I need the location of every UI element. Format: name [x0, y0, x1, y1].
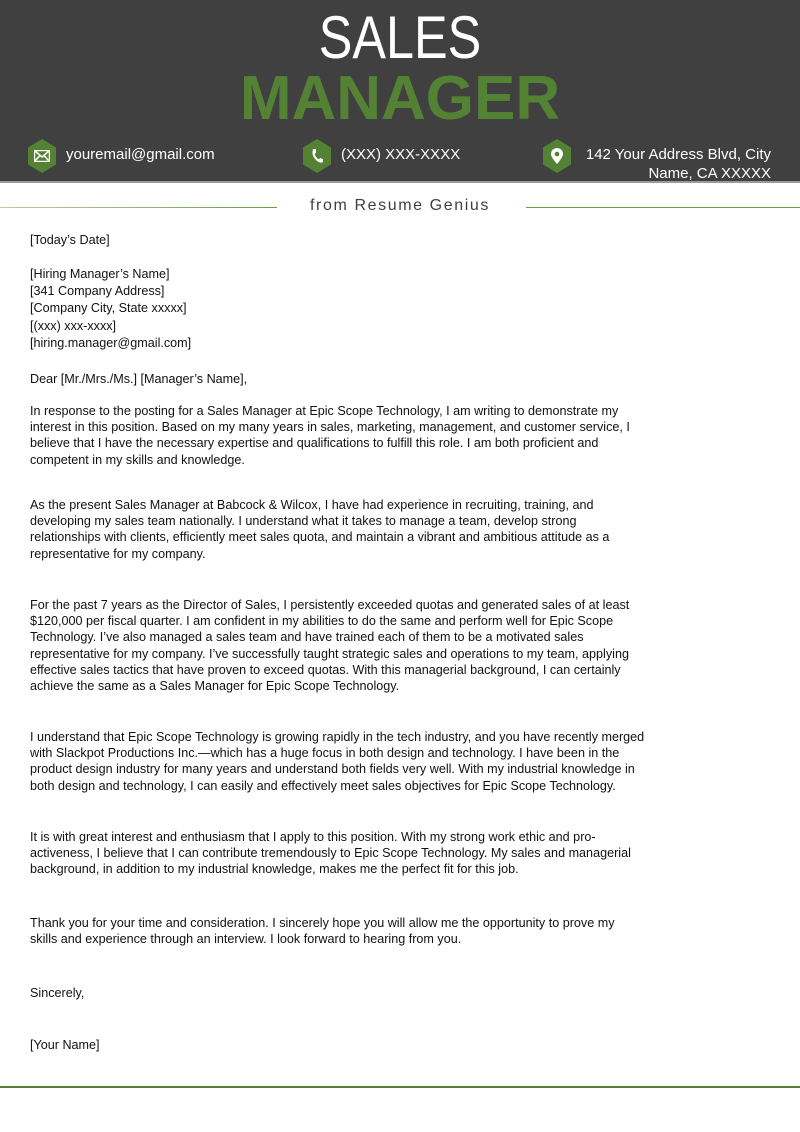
paragraph-line: Thank you for your time and consideration. I sincerely hope you will allow me the opportunity to prove my [30, 916, 615, 930]
contact-phone [303, 145, 460, 173]
header [0, 0, 800, 183]
contact-address [543, 145, 771, 183]
footer-rule [0, 1086, 800, 1088]
paragraph-line: representative for my company. I’ve successfully taught strategic sales and operations to my team, applying [30, 646, 629, 661]
paragraph-line: It is with great interest and enthusiasm that I apply to this position. With my strong work ethic and pro- [30, 830, 596, 844]
salutation: Dear [Mr./Mrs./Ms.] [Manager’s Name], [30, 372, 248, 386]
recipient-line: [(xxx) xxx-xxxx] [30, 318, 117, 333]
tagline: from Resume Genius [310, 197, 490, 214]
tagline-divider [0, 197, 800, 219]
address-line-1: 142 Your Address Blvd, City [585, 146, 771, 163]
recipient-block [30, 266, 191, 352]
paragraph-line: I understand that Epic Scope Technology is growing rapidly in the tech industry, and you have recently merged [30, 730, 645, 744]
phone-text: (XXX) XXX-XXXX [341, 146, 461, 163]
paragraph-2 [30, 497, 609, 562]
recipient-line: [341 Company Address] [30, 284, 165, 299]
paragraph-5 [30, 829, 631, 878]
map-pin-icon [543, 139, 571, 173]
closing: Sincerely, [30, 986, 85, 1000]
recipient-line: [Hiring Manager’s Name] [30, 267, 170, 281]
paragraph-line: both design and technology, I can easily and effectively meet sales objectives for Epic Scope Technology. [30, 778, 616, 793]
contact-email [28, 145, 215, 173]
email-text: youremail@gmail.com [66, 146, 215, 163]
paragraph-6 [30, 915, 615, 947]
paragraph-line: believe that I have the necessary expertise and qualifications to fulfill this role. I am both proficient and [30, 436, 599, 451]
paragraph-line: relationships with clients, efficiently meet sales quota, and maintain a vibrant and ambitious attitude as a [30, 530, 610, 545]
title-line-2: MANAGER [239, 64, 561, 133]
paragraph-line: with Slackpot Productions Inc.—which has a huge focus in both design and technology. I have been in the [30, 746, 620, 761]
paragraph-line: For the past 7 years as the Director of Sales, I persistently exceeded quotas and generated sales of at least [30, 598, 630, 612]
divider-right [526, 207, 800, 208]
paragraph-line: representative for my company. [30, 546, 206, 561]
paragraph-line: interest in this position. Based on my many years in sales, marketing, management, and customer service, I [30, 420, 630, 435]
paragraph-line: $120,000 per fiscal quarter. I am confident in my abilities to do the same and perform well for Epic Scope [30, 614, 614, 629]
paragraph-line: Technology. I’ve also managed a sales team and have trained each of them to be a motivated sales [30, 630, 584, 645]
paragraph-line: effective sales tactics that have proven to exceed quotas. With this managerial background, I can certainly [30, 662, 621, 677]
paragraph-line: skills and experience through an interview. I look forward to hearing from you. [30, 932, 462, 947]
recipient-line: [hiring.manager@gmail.com] [30, 335, 192, 350]
paragraph-line: developing my sales team nationally. I understand what it takes to manage a team, develop strong [30, 514, 577, 529]
paragraph-line: product design industry for many years and understand both fields very well. With my industrial knowledge in [30, 762, 635, 777]
letter-date: [Today’s Date] [30, 233, 110, 247]
paragraph-4 [30, 729, 644, 794]
recipient-line: [Company City, State xxxxx] [30, 301, 187, 316]
paragraph-line: In response to the posting for a Sales Manager at Epic Scope Technology, I am writing to demonstrate my [30, 404, 619, 418]
address-line-2: Name, CA XXXXX [648, 165, 771, 182]
signature: [Your Name] [30, 1038, 100, 1052]
paragraph-1 [30, 403, 630, 468]
paragraph-line: background, in addition to my industrial knowledge, makes me the perfect fit for this job. [30, 862, 519, 877]
paragraph-line: As the present Sales Manager at Babcock & Wilcox, I have had experience in recruiting, training, and [30, 498, 594, 512]
paragraph-line: competent in my skills and knowledge. [30, 452, 245, 467]
paragraph-line: achieve the same as a Sales Manager for Epic Scope Technology. [30, 679, 400, 694]
envelope-icon [28, 139, 56, 173]
title-line-1: SALES [318, 4, 482, 71]
paragraph-3 [30, 597, 629, 694]
phone-icon [303, 139, 331, 173]
paragraph-line: activeness, I believe that I can contribute tremendously to Epic Scope Technology. My sales and managerial [30, 846, 631, 861]
